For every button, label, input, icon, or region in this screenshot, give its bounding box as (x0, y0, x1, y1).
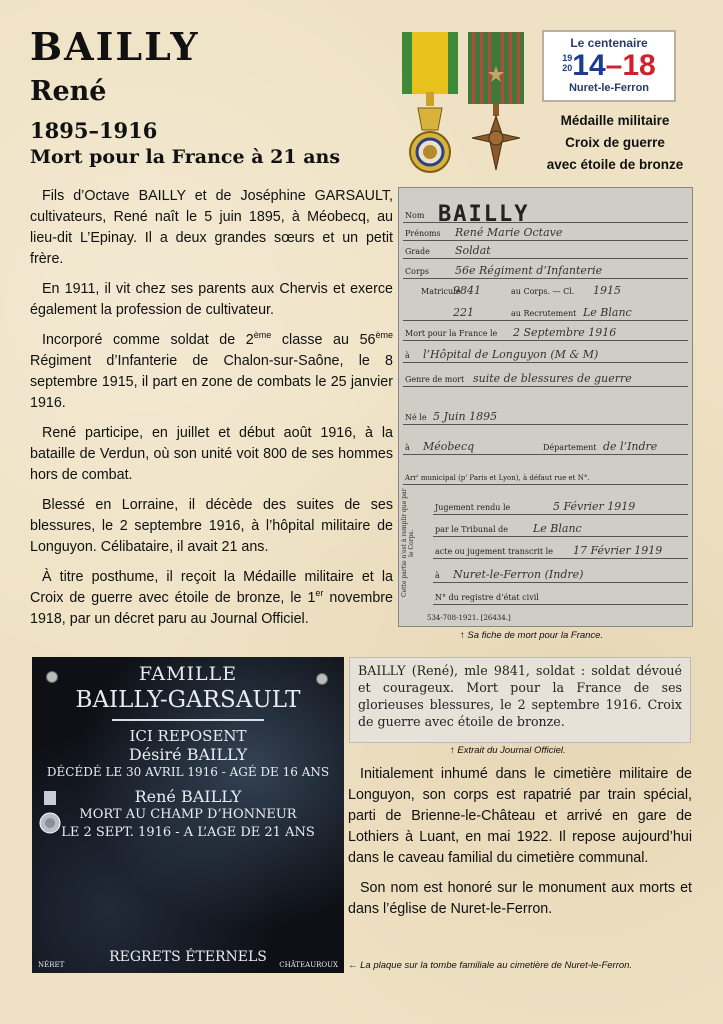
journal-caption: ↑ Extrait du Journal Officiel. (450, 745, 566, 756)
bio-paragraph: À titre posthume, il reçoit la Médaille militaire et la Croix de guerre avec étoile de bronze, le 1er novembre 1918, par un décret paru au Journal Officiel. (30, 569, 393, 627)
medal-labels (530, 110, 700, 176)
centenaire-logo (542, 30, 676, 102)
medal-label-militaire: Médaille militaire (560, 113, 670, 128)
bio-paragraph: Fils d’Octave BAILLY et de Joséphine GARSAULT, cultivateurs, René naît le 5 juin 1895, à Méobecq, au lieu-dit L’Epinay. Il a deux grandes sœurs et un petit frère. (30, 188, 393, 267)
medal-label-etoile: avec étoile de bronze (546, 157, 684, 172)
biography-continued (348, 764, 692, 929)
bio-paragraph: En 1911, il vit chez ses parents aux Chervis et exerce également la profession de cultivateur. (30, 281, 393, 318)
logo-small-19: 19 20 (562, 53, 573, 73)
logo-year-14: 14 (572, 49, 606, 82)
surname-title: BAILLY (30, 24, 200, 69)
logo-dash: – (605, 49, 623, 82)
bio-paragraph: Blessé en Lorraine, il décède des suites de ses blessures, le 2 septembre 1916, à l’hôpital militaire de Longuyon. Célibataire, il avait 21 ans. (30, 497, 393, 555)
record-caption: ↑ Sa fiche de mort pour la France. (460, 630, 604, 641)
plaque-caption: ← La plaque sur la tombe familiale au cimetière de Nuret-le-Ferron. (348, 960, 633, 971)
bio-paragraph: Son nom est honoré sur le monument aux morts et dans l’église de Nuret-le-Ferron. (348, 880, 692, 917)
logo-year-18: 18 (622, 49, 656, 82)
medal-label-croix: Croix de guerre (565, 135, 665, 150)
death-subtitle: Mort pour la France à 21 ans (30, 146, 341, 168)
logo-line1: Le centenaire (570, 36, 648, 50)
firstname-title: René (30, 76, 107, 107)
logo-years (544, 50, 674, 82)
family-grave-plaque: FAMILLE BAILLY-GARSAULT ICI REPOSENT Désiré BAILLY DÉCÉDÉ LE 30 AVRIL 1916 - AGÉ DE 16 ANS René BAILLY MORT AU CHAMP D’HONNEUR LE 2 SEPT. 1916 - A L’AGE DE 21 ANS REGRETS ÉTERNELS NÉRET CHÂTEAUROUX (32, 657, 344, 973)
biography (30, 186, 393, 639)
record-surname: BAILLY (438, 202, 530, 227)
logo-line3: Nuret-le-Ferron (568, 82, 650, 94)
bio-paragraph: René participe, en juillet et début août 1916, à la bataille de Verdun, où son unité voit 800 de ses hommes hors de combat. (30, 425, 393, 483)
record-footer: 534-708-1921. [26434.] (427, 614, 511, 622)
journal-officiel-extract: BAILLY (René), mle 9841, soldat : soldat dévoué et courageux. Mort pour la France de ses glorieuses blessures, le 2 septembre 1916. Croix de guerre avec étoile de bronze. (349, 657, 691, 743)
death-record-card: Nom BAILLY Prénoms René Marie Octave Grade Soldat Corps 56e Régiment d’Infanterie Matricule 9841 au Corps. — Cl. 1915 221 au Recrutement Le Blanc Mort pour la France le 2 Septembre 1916 à l’Hôpital de Longuyon (M & M) Genre de mort suite de blessures de guerre Né le 5 Juin 1895 à Méobecq Département de l’Indre Arr' municipal (p' Paris et Lyon), à défaut rue et N°. Jugement rendu le 5 Février 1919 par le Tribunal de Le Blanc acte ou jugement transcrit le 17 Février 1919 à Nuret-le-Ferron (Indre) N° du registre d’état civil Cette partie n'est à remplir que par le Corps. 534-708-1921. [26434.] (398, 187, 693, 627)
medaille-militaire-icon (400, 30, 460, 178)
croix-de-guerre-icon (466, 30, 526, 178)
bio-paragraph: Initialement inhumé dans le cimetière militaire de Longuyon, son corps est rapatrié par train spécial, parti de Brienne-le-Château et arrivé en gare de Lothiers à Luant, en mai 1922. Il repose aujourd’hui dans le caveau familial du cimetière communal. (348, 766, 692, 866)
plaque-medal-icon (38, 791, 62, 845)
life-years: 1895–1916 (30, 118, 158, 143)
bio-paragraph: Incorporé comme soldat de 2ème classe au 56ème Régiment d’Infanterie de Chalon-sur-Saône, le 8 septembre 1915, il part en zone de combats le 25 janvier 1916. (30, 330, 393, 411)
